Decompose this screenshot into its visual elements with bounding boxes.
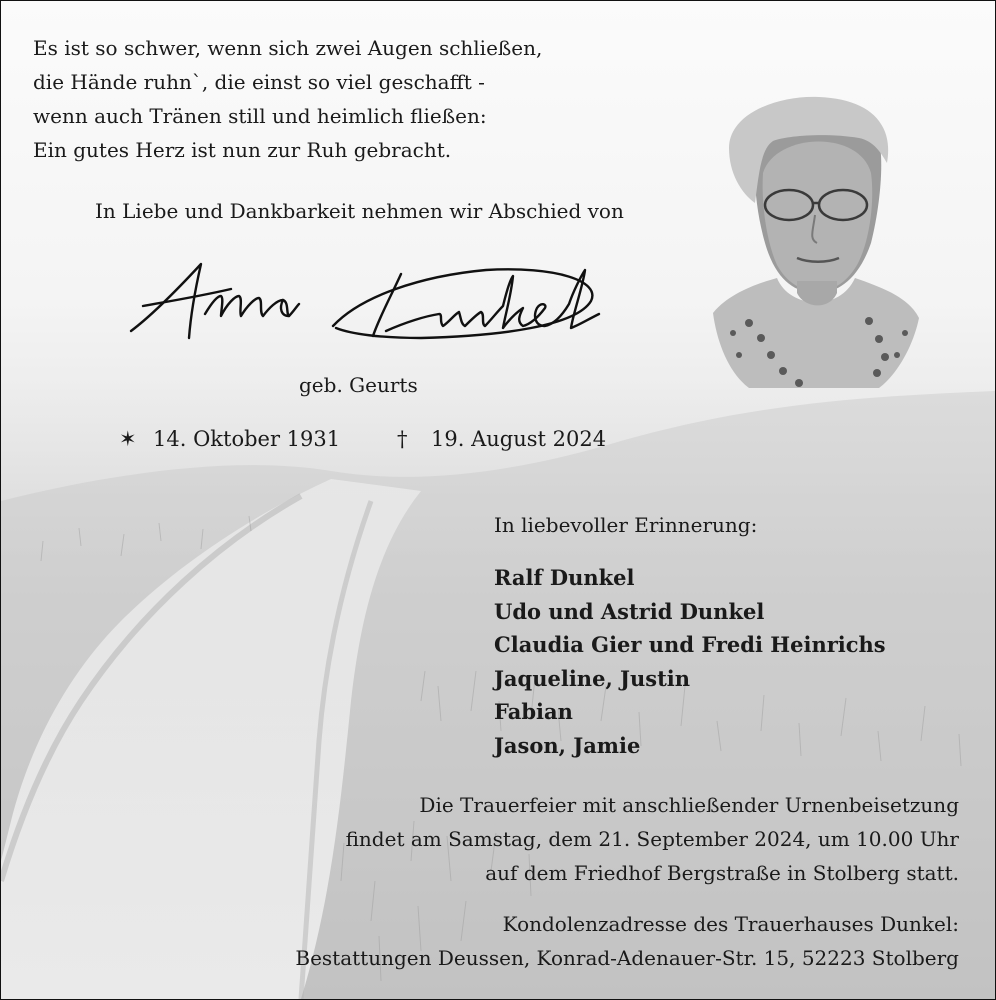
- service-info: [346, 788, 959, 890]
- poem: [33, 31, 542, 167]
- condolence-address: [295, 907, 959, 975]
- family-member: Fabian: [494, 699, 573, 725]
- name-signature: [121, 256, 621, 356]
- cross-icon: †: [397, 427, 408, 451]
- farewell-intro: In Liebe und Dankbarkeit nehmen wir Abschied von: [95, 199, 624, 223]
- contact-line: Kondolenzadresse des Trauerhauses Dunkel:: [502, 912, 959, 936]
- maiden-name: geb. Geurts: [299, 373, 418, 397]
- family-member: Claudia Gier und Fredi Heinrichs: [494, 632, 886, 658]
- service-line: auf dem Friedhof Bergstraße in Stolberg statt.: [485, 861, 959, 885]
- family-member: Jaqueline, Justin: [494, 665, 691, 691]
- family-member: Jason, Jamie: [494, 732, 641, 758]
- contact-line: Bestattungen Deussen, Konrad-Adenauer-Str. 15, 52223 Stolberg: [295, 946, 959, 970]
- birth-date-line: [119, 427, 340, 451]
- death-date-line: [397, 427, 606, 451]
- memory-heading: In liebevoller Erinnerung:: [494, 513, 758, 537]
- poem-line: die Hände ruhn`, die einst so viel geschafft -: [33, 70, 485, 94]
- birth-date: 14. Oktober 1931: [153, 427, 341, 451]
- service-line: Die Trauerfeier mit anschließender Urnenbeisetzung: [419, 793, 959, 817]
- family-member: Ralf Dunkel: [494, 565, 635, 590]
- poem-line: wenn auch Tränen still und heimlich fließen:: [33, 104, 487, 128]
- service-line: findet am Samstag, dem 21. September 2024, um 10.00 Uhr: [345, 827, 959, 851]
- family-list: [494, 561, 886, 763]
- portrait-photo: [709, 93, 923, 393]
- death-date: 19. August 2024: [431, 427, 607, 451]
- poem-line: Ein gutes Herz ist nun zur Ruh gebracht.: [33, 138, 452, 162]
- star-icon: ✶: [119, 427, 137, 451]
- poem-line: Es ist so schwer, wenn sich zwei Augen schließen,: [33, 36, 543, 60]
- family-member: Udo und Astrid Dunkel: [494, 598, 765, 624]
